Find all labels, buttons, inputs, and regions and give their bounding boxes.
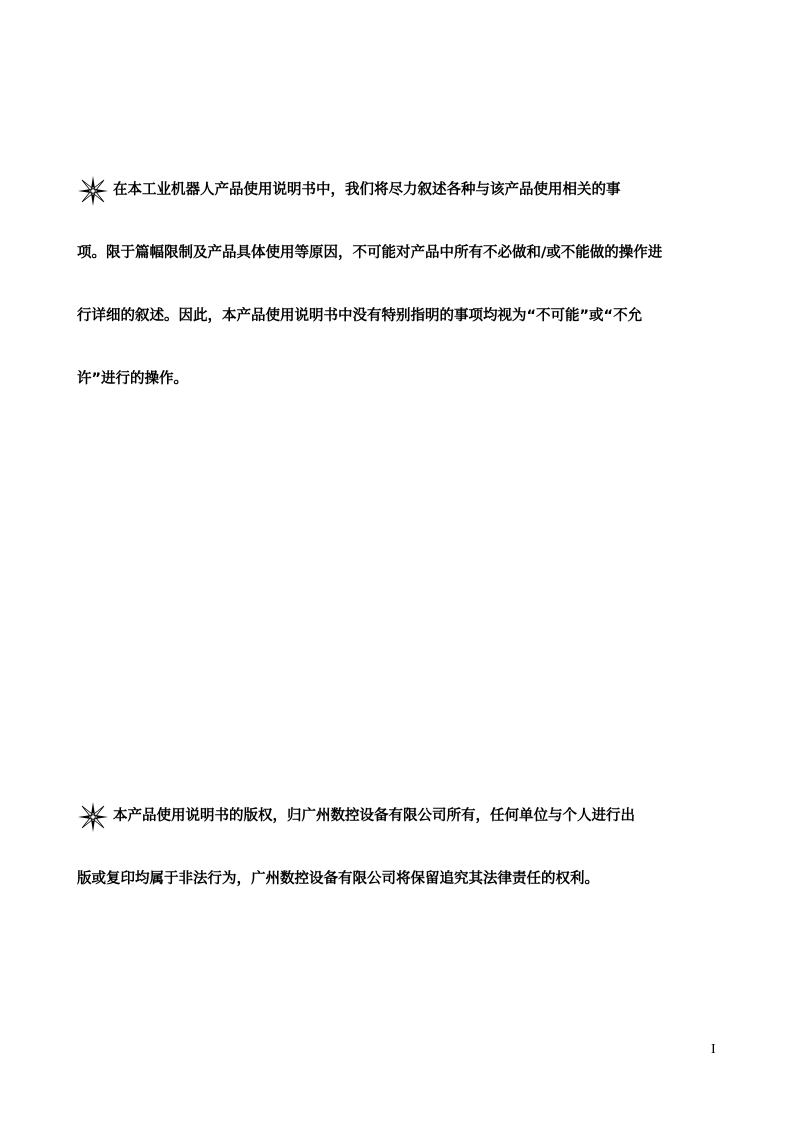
notice-line: 项。限于篇幅限制及产品具体使用等原因，不可能对产品中所有不必做和/或不能做的操作进 — [77, 245, 663, 261]
compass-star-icon — [77, 175, 109, 207]
notice-text: 在本工业机器人产品使用说明书中，我们将尽力叙述各种与该产品使用相关的事 — [113, 182, 621, 198]
notice-line: 版或复印均属于非法行为，广州数控设备有限公司将保留追究其法律责任的权利。 — [77, 871, 599, 887]
notice-line: 许”进行的操作。 — [77, 371, 189, 387]
compass-star-icon — [77, 801, 109, 833]
copyright-notice — [77, 798, 719, 924]
notice-text: 本产品使用说明书的版权，归广州数控设备有限公司所有，任何单位与个人进行出 — [113, 808, 635, 824]
page-number: I — [711, 1042, 716, 1057]
usage-notice — [77, 172, 719, 424]
notice-line: 行详细的叙述。因此，本产品使用说明书中没有特别指明的事项均视为“不可能”或“不允 — [77, 308, 643, 324]
notice-line — [77, 172, 719, 208]
notice-line — [77, 798, 719, 834]
